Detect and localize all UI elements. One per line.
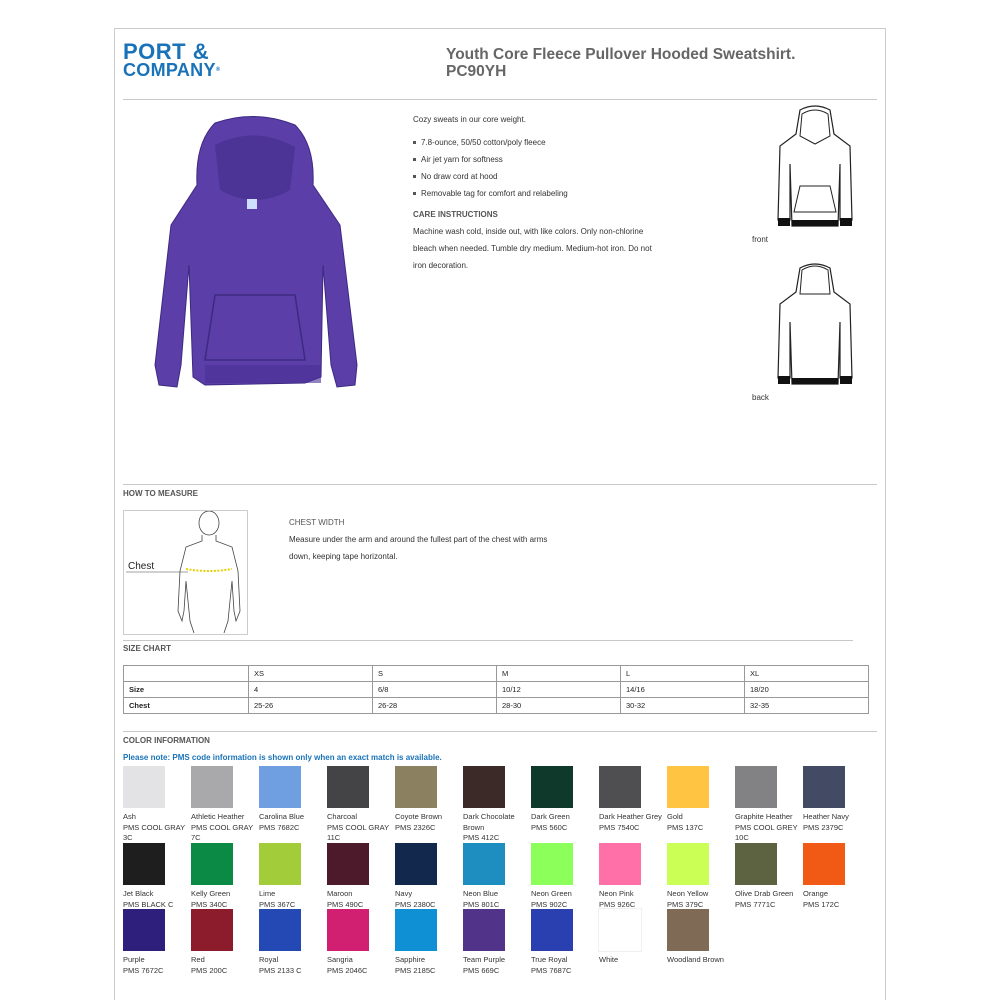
swatch-name: Dark Green — [531, 812, 570, 821]
color-swatch — [259, 843, 327, 910]
swatch-name: Carolina Blue — [259, 812, 305, 821]
swatch-chip — [667, 909, 709, 951]
swatch-label — [667, 812, 735, 833]
color-swatch — [803, 766, 871, 833]
swatch-pms: PMS COOL GRAY 11C — [327, 822, 389, 842]
color-swatch — [463, 843, 531, 910]
swatch-pms: PMS 340C — [191, 899, 228, 909]
swatch-name: Jet Black — [123, 889, 154, 898]
feature-item: 7.8-ounce, 50/50 cotton/poly fleece — [413, 134, 663, 151]
swatch-name: Lime — [259, 889, 276, 898]
swatch-label — [667, 955, 735, 966]
swatch-label — [463, 889, 531, 910]
color-swatch — [599, 909, 667, 966]
swatch-chip — [667, 843, 709, 885]
swatch-name: Orange — [803, 889, 829, 898]
swatch-name: Ash — [123, 812, 136, 821]
swatch-chip — [599, 843, 641, 885]
color-swatch — [395, 843, 463, 910]
swatch-pms: PMS 172C — [803, 899, 840, 909]
color-swatch — [259, 766, 327, 833]
table-header-row — [124, 666, 869, 682]
swatch-label — [735, 889, 803, 910]
table-cell: 6/8 — [373, 682, 497, 698]
swatch-name: Coyote Brown — [395, 812, 443, 821]
table-cell: 10/12 — [497, 682, 621, 698]
swatch-label — [327, 955, 395, 976]
swatch-name: Woodland Brown — [667, 955, 724, 964]
swatch-chip — [463, 909, 505, 951]
swatch-label — [735, 812, 803, 844]
intro-text: Cozy sweats in our core weight. — [413, 115, 526, 124]
swatch-label — [191, 889, 259, 910]
swatch-pms: PMS 2380C — [395, 899, 436, 909]
swatch-pms: PMS BLACK C — [123, 899, 174, 909]
color-swatch — [327, 766, 395, 844]
swatch-label — [531, 889, 599, 910]
color-swatch — [803, 843, 871, 910]
feature-list — [413, 134, 663, 202]
swatch-name: Neon Green — [531, 889, 572, 898]
swatch-label — [395, 812, 463, 833]
swatch-name: Dark Chocolate Brown — [463, 812, 515, 832]
chest-width-info — [289, 514, 569, 565]
swatch-pms: PMS 2185C — [395, 965, 436, 975]
swatch-label — [599, 955, 667, 966]
table-cell: 25-26 — [249, 698, 373, 714]
swatch-name: Red — [191, 955, 205, 964]
swatch-name: Olive Drab Green — [735, 889, 794, 898]
color-swatch — [395, 766, 463, 833]
swatch-name: Royal — [259, 955, 279, 964]
color-swatch — [531, 766, 599, 833]
swatch-name: Charcoal — [327, 812, 358, 821]
swatch-label — [463, 955, 531, 976]
title-line1: Youth Core Fleece Pullover Hooded Sweatshirt. — [446, 46, 796, 63]
table-cell: 4 — [249, 682, 373, 698]
swatch-label — [803, 889, 871, 910]
swatch-pms: PMS 490C — [327, 899, 364, 909]
table-cell: Chest — [124, 698, 249, 714]
swatch-pms: PMS 7682C — [259, 822, 300, 832]
swatch-label — [803, 812, 871, 833]
table-cell: S — [373, 666, 497, 682]
color-swatch — [191, 766, 259, 844]
color-swatch — [599, 843, 667, 910]
swatch-pms: PMS 200C — [191, 965, 228, 975]
swatch-chip — [123, 843, 165, 885]
back-label: back — [752, 393, 769, 402]
swatch-chip — [395, 766, 437, 808]
front-flat-sketch — [770, 104, 860, 234]
swatch-label — [395, 955, 463, 976]
color-swatch — [123, 909, 191, 976]
swatch-chip — [191, 909, 233, 951]
swatch-name: Kelly Green — [191, 889, 231, 898]
swatch-pms: PMS 2379C — [803, 822, 844, 832]
color-swatch — [123, 843, 191, 910]
how-to-measure-heading: HOW TO MEASURE — [123, 489, 198, 498]
table-cell: 28-30 — [497, 698, 621, 714]
swatch-pms: PMS 2326C — [395, 822, 436, 832]
brand-line1: PORT & — [123, 39, 210, 64]
color-swatch — [123, 766, 191, 844]
color-info-heading: COLOR INFORMATION — [123, 736, 210, 745]
swatch-name: Neon Pink — [599, 889, 634, 898]
swatch-name: Purple — [123, 955, 145, 964]
swatch-name: Maroon — [327, 889, 353, 898]
chest-width-heading: CHEST WIDTH — [289, 518, 345, 527]
swatch-name: Neon Blue — [463, 889, 499, 898]
swatch-chip — [395, 843, 437, 885]
color-swatch — [191, 909, 259, 976]
care-text: Machine wash cold, inside out, with like colors. Only non-chlorine bleach when needed. Tumble dry medium. Medium-hot iron. Do not iron decoration. — [413, 227, 652, 270]
swatch-name: White — [599, 955, 619, 964]
color-swatch — [735, 843, 803, 910]
swatch-label — [123, 955, 191, 976]
color-swatch — [531, 843, 599, 910]
swatch-name: Athletic Heather — [191, 812, 245, 821]
swatch-chip — [463, 843, 505, 885]
swatch-pms: PMS COOL GRAY 7C — [191, 822, 253, 842]
swatch-chip — [123, 909, 165, 951]
size-chart-heading: SIZE CHART — [123, 644, 171, 653]
swatch-pms: PMS 7540C — [599, 822, 640, 832]
swatch-label — [395, 889, 463, 910]
swatch-pms: PMS 926C — [599, 899, 636, 909]
table-cell: 30-32 — [621, 698, 745, 714]
swatch-pms: PMS 902C — [531, 899, 568, 909]
color-swatch — [531, 909, 599, 976]
feature-item: Removable tag for comfort and relabeling — [413, 185, 663, 202]
swatch-chip — [735, 766, 777, 808]
swatch-chip — [531, 909, 573, 951]
table-cell: M — [497, 666, 621, 682]
swatch-label — [123, 812, 191, 844]
swatch-label — [191, 955, 259, 976]
table-cell: XL — [745, 666, 869, 682]
swatch-label — [531, 955, 599, 976]
swatch-pms: PMS 137C — [667, 822, 704, 832]
size-chart-table — [123, 665, 869, 714]
swatch-chip — [191, 766, 233, 808]
swatch-pms: PMS 2046C — [327, 965, 368, 975]
swatch-pms: PMS 669C — [463, 965, 500, 975]
swatch-label — [667, 889, 735, 910]
swatch-name: Dark Heather Grey — [599, 812, 662, 821]
color-swatch — [259, 909, 327, 976]
body-outline-figure — [124, 511, 247, 634]
swatch-pms: PMS 7672C — [123, 965, 164, 975]
size-divider — [123, 640, 853, 641]
header-divider — [123, 99, 877, 100]
swatch-chip — [327, 909, 369, 951]
swatch-chip — [395, 909, 437, 951]
table-cell: Size — [124, 682, 249, 698]
feature-item: Air jet yarn for softness — [413, 151, 663, 168]
color-swatch — [667, 909, 735, 966]
swatch-chip — [259, 766, 301, 808]
swatch-name: Heather Navy — [803, 812, 849, 821]
color-divider — [123, 731, 877, 732]
table-cell: L — [621, 666, 745, 682]
swatch-pms: PMS 801C — [463, 899, 500, 909]
swatch-chip — [803, 766, 845, 808]
swatch-chip — [803, 843, 845, 885]
swatch-chip — [327, 766, 369, 808]
chest-width-text: Measure under the arm and around the fullest part of the chest with arms down, keeping tape horizontal. — [289, 535, 548, 561]
swatch-label — [327, 812, 395, 844]
swatch-chip — [463, 766, 505, 808]
back-flat-sketch — [770, 262, 860, 392]
brand-logo — [123, 39, 221, 80]
product-description — [413, 111, 663, 274]
swatch-chip — [327, 843, 369, 885]
swatch-chip — [667, 766, 709, 808]
measure-figure — [123, 510, 248, 635]
brand-line2: COMPANY® — [123, 60, 221, 80]
swatch-name: Team Purple — [463, 955, 506, 964]
table-row — [124, 698, 869, 714]
table-cell: 18/20 — [745, 682, 869, 698]
swatch-pms: PMS 412C — [463, 833, 500, 842]
swatch-chip — [599, 766, 641, 808]
color-swatch — [327, 843, 395, 910]
feature-item: No draw cord at hood — [413, 168, 663, 185]
table-row — [124, 682, 869, 698]
swatch-name: Sapphire — [395, 955, 426, 964]
swatch-chip — [735, 843, 777, 885]
swatch-chip — [259, 909, 301, 951]
color-swatch — [599, 766, 667, 833]
swatch-label — [531, 812, 599, 833]
color-swatch — [327, 909, 395, 976]
swatch-pms: PMS 2133 C — [259, 965, 302, 975]
color-swatch — [463, 909, 531, 976]
swatch-pms: PMS 367C — [259, 899, 296, 909]
color-swatch — [395, 909, 463, 976]
front-label: front — [752, 235, 769, 244]
swatch-chip — [531, 843, 573, 885]
table-cell: 14/16 — [621, 682, 745, 698]
color-swatch — [667, 843, 735, 910]
color-swatch — [735, 766, 803, 844]
swatch-pms: PMS 560C — [531, 822, 568, 832]
table-cell — [124, 666, 249, 682]
table-cell: 32-35 — [745, 698, 869, 714]
color-swatch — [667, 766, 735, 833]
title-line2: PC90YH — [446, 63, 507, 80]
swatch-pms: PMS 7771C — [735, 899, 776, 909]
swatch-chip — [123, 766, 165, 808]
measure-divider — [123, 484, 877, 485]
swatch-chip — [191, 843, 233, 885]
swatch-label — [259, 812, 327, 833]
swatch-pms: PMS COOL GRAY 3C — [123, 822, 185, 842]
swatch-label — [191, 812, 259, 844]
swatch-label — [327, 889, 395, 910]
table-cell: 26-28 — [373, 698, 497, 714]
color-swatch — [463, 766, 531, 844]
swatch-label — [599, 812, 667, 833]
swatch-chip — [259, 843, 301, 885]
swatch-name: Gold — [667, 812, 683, 821]
color-swatch — [191, 843, 259, 910]
swatch-name: Graphite Heather — [735, 812, 793, 821]
swatch-label — [259, 889, 327, 910]
product-photo — [145, 115, 365, 415]
swatch-pms: PMS 7687C — [531, 965, 572, 975]
swatch-label — [463, 812, 531, 844]
chest-figure-label: Chest — [128, 561, 155, 572]
swatch-name: Sangria — [327, 955, 353, 964]
pms-note: Please note: PMS code information is shown only when an exact match is available. — [123, 753, 442, 762]
swatch-label — [599, 889, 667, 910]
swatch-label — [259, 955, 327, 976]
swatch-chip — [599, 909, 641, 951]
swatch-pms: PMS 379C — [667, 899, 704, 909]
product-title — [446, 46, 866, 80]
swatch-name: True Royal — [531, 955, 568, 964]
swatch-label — [123, 889, 191, 910]
swatch-chip — [531, 766, 573, 808]
swatch-pms: PMS COOL GREY 10C — [735, 822, 798, 842]
care-heading: CARE INSTRUCTIONS — [413, 210, 498, 219]
swatch-name: Neon Yellow — [667, 889, 709, 898]
table-cell: XS — [249, 666, 373, 682]
swatch-name: Navy — [395, 889, 413, 898]
